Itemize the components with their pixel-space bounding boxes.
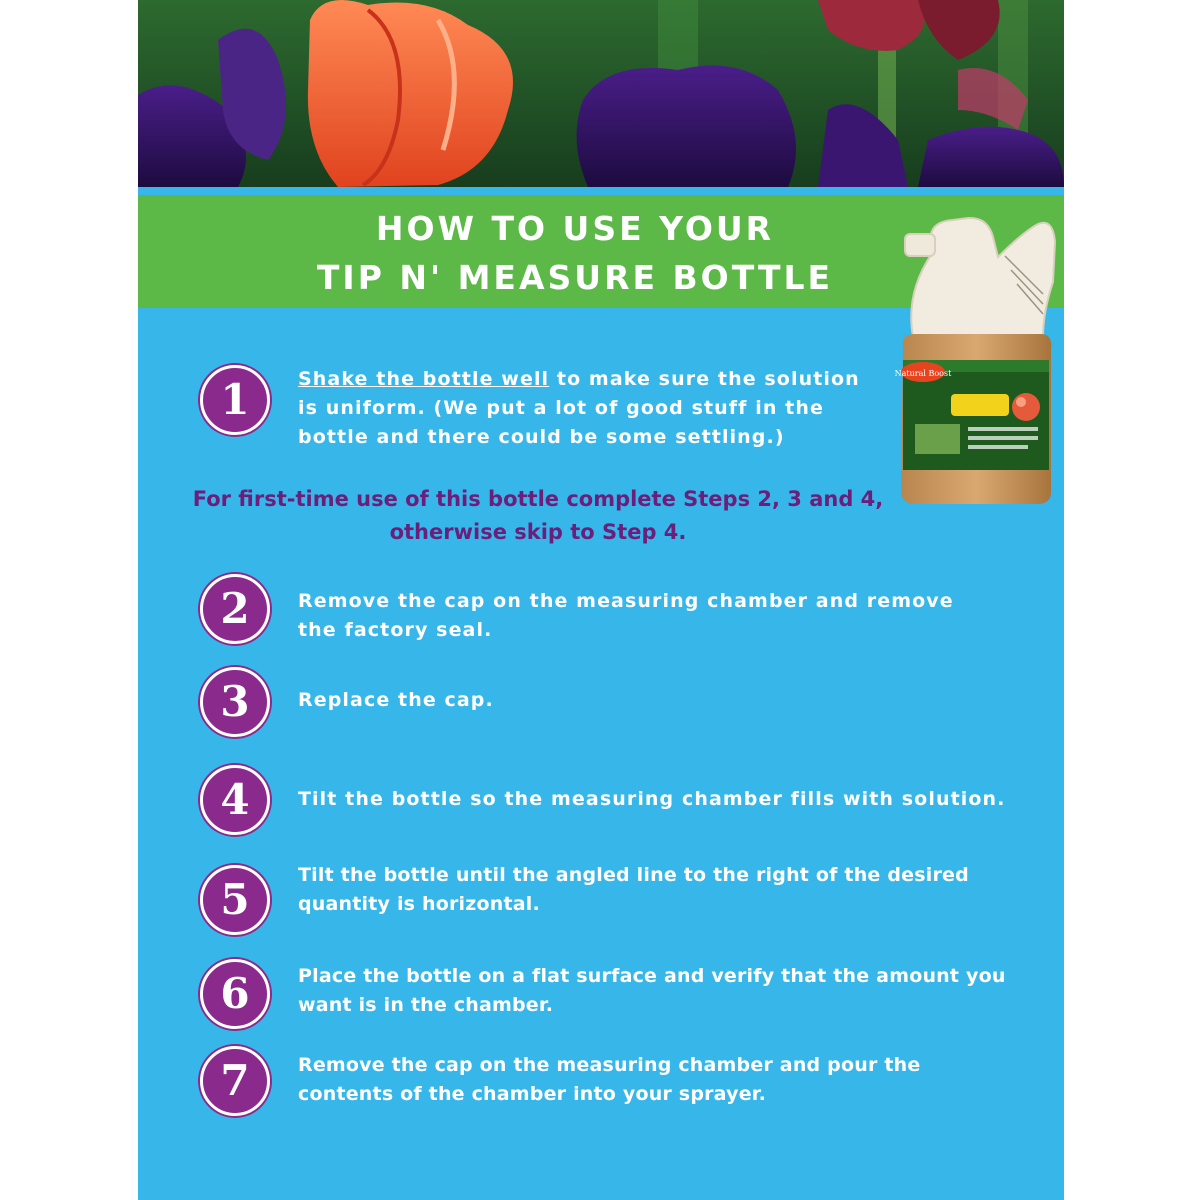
step-3-number: 3: [200, 667, 270, 737]
title-line-1: HOW TO USE YOUR: [375, 209, 775, 248]
step-2-number: 2: [200, 574, 270, 644]
banner-divider: [138, 187, 1064, 195]
step-4-text: Tilt the bottle so the measuring chamber fills with solution.: [298, 788, 1006, 810]
step-1-emphasis: Shake the bottle well: [298, 368, 550, 390]
step-5-text: Tilt the bottle until the angled line to the right of the desired quantity is horizontal.: [298, 864, 969, 915]
first-time-note: For first-time use of this bottle complete Steps 2, 3 and 4, otherwise skip to Step 4.: [192, 487, 884, 544]
step-6-text: Place the bottle on a flat surface and verify that the amount you want is in the chamber.: [298, 965, 1006, 1016]
step-1-number: 1: [200, 365, 270, 435]
instruction-panel: [138, 0, 1064, 1200]
step-4-number: 4: [200, 765, 270, 835]
step-2-text: Remove the cap on the measuring chamber and remove the factory seal.: [298, 590, 954, 641]
tulip-photo: [138, 0, 1064, 187]
title-line-2: TIP N' MEASURE BOTTLE: [316, 258, 834, 297]
step-7-text: Remove the cap on the measuring chamber and pour the contents of the chamber into your sprayer.: [298, 1054, 921, 1105]
product-bottle-image: [893, 212, 1058, 508]
bottle-brand-label: Natural Boost: [894, 369, 952, 378]
step-5-number: 5: [200, 865, 270, 935]
step-6-number: 6: [200, 959, 270, 1029]
step-7-number: 7: [200, 1046, 270, 1116]
step-1-text: Shake the bottle well to make sure the solution is uniform. (We put a lot of good stuff in the bottle and there could be some settling.): [298, 368, 860, 448]
step-3-text: Replace the cap.: [298, 689, 494, 711]
